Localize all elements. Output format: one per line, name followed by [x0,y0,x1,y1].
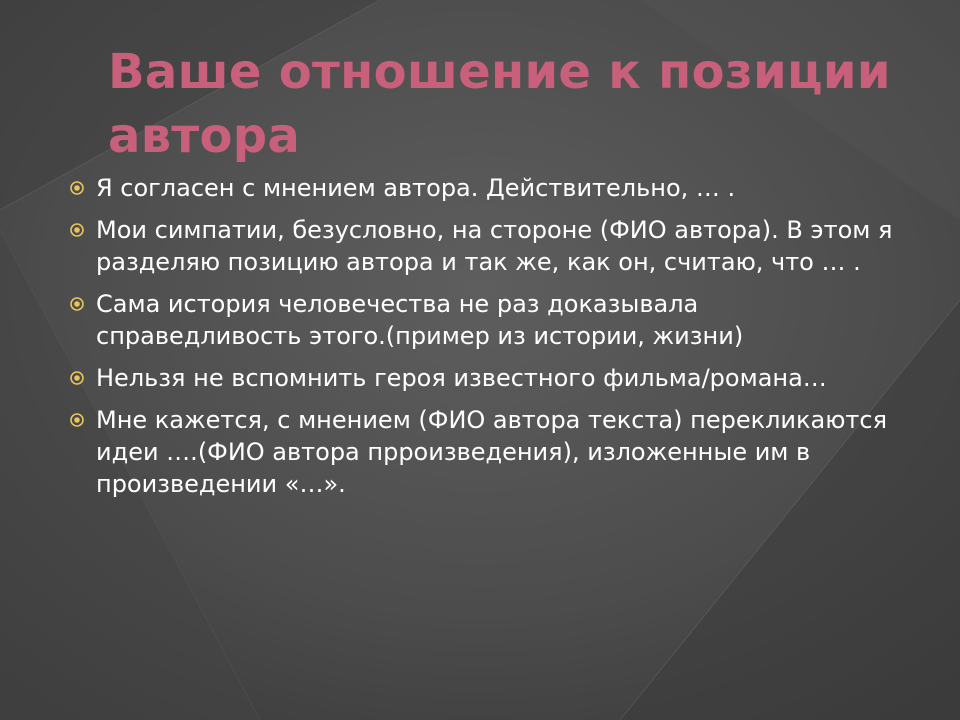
target-bullet-icon [70,223,84,237]
list-item [70,214,900,278]
bullet-text: Я согласен с мнением автора. Действительно, … . [96,174,736,202]
target-bullet-icon [70,297,84,311]
bullet-text: Сама история человечества не раз доказывала справедливость этого.(пример из истории, жизни) [96,290,744,350]
list-item [70,362,900,394]
bullet-text: Нельзя не вспомнить героя известного фильма/романа… [96,364,827,392]
target-bullet-icon [70,413,84,427]
bullet-list [70,172,900,510]
bullet-text: Мои симпатии, безусловно, на стороне (ФИО автора). В этом я разделяю позицию автора и так же, как он, считаю, что … . [96,216,893,276]
target-bullet-icon [70,181,84,195]
target-bullet-icon [70,371,84,385]
slide-title: Ваше отношение к позиции автора [108,44,891,164]
list-item [70,172,900,204]
list-item [70,404,900,500]
list-item [70,288,900,352]
bullet-text: Мне кажется, с мнением (ФИО автора текста) перекликаются идеи ….(ФИО автора прроизведения), изложенные им в произведении «…». [96,406,888,498]
